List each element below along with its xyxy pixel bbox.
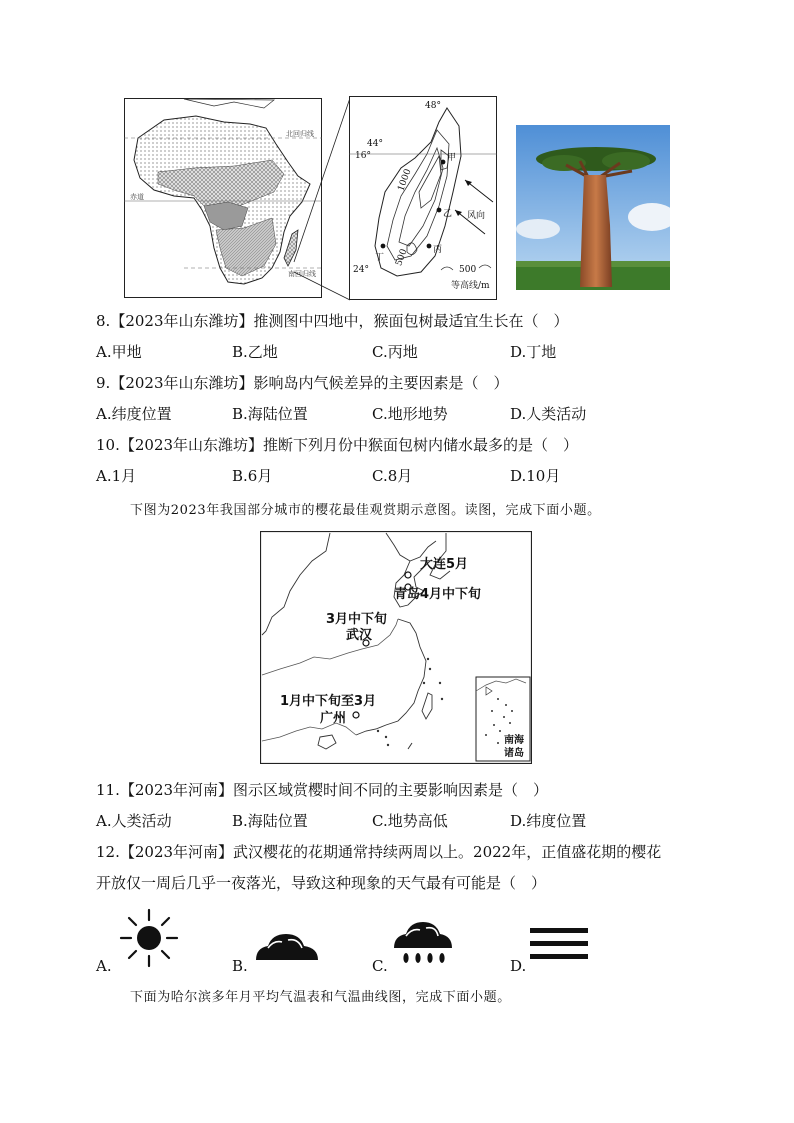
intro-text-1: 下图为2023年我国部分城市的樱花最佳观赏期示意图。读图，完成下面小题。 — [130, 503, 601, 518]
q8-option-c[interactable]: C.丙地 — [372, 343, 418, 361]
question-number: 9. — [96, 374, 111, 392]
guangzhou-label: 广州 — [320, 711, 347, 726]
nanhai-label-1: 南海 — [504, 735, 524, 746]
wind-label: 风向 — [467, 211, 486, 221]
q12-option-b[interactable]: B. — [232, 957, 248, 975]
q10-option-b[interactable]: B.6月 — [232, 467, 273, 485]
nanhai-label-2: 诸岛 — [504, 748, 524, 759]
q9-option-a[interactable]: A.纬度位置 — [96, 405, 172, 423]
question-text-line-1: 【2023年河南】武汉樱花的花期通常持续两周以上。2022年，正值盛花期的樱花 — [119, 843, 662, 861]
q9-option-c[interactable]: C.地形地势 — [372, 405, 448, 423]
site-ding: 丁 — [375, 253, 385, 263]
lon44-label: 44° — [367, 139, 383, 149]
q11-option-b[interactable]: B.海陆位置 — [232, 812, 308, 830]
question-12-line-2: 开放仅一周后几乎一夜落光，导致这种现象的天气最有可能是（ ） — [96, 874, 547, 892]
question-number: 12. — [96, 843, 120, 861]
guangzhou-time-label: 1月中下旬至3月 — [280, 694, 377, 709]
question-text: 【2023年山东潍坊】推断下列月份中猴面包树内储水最多的是（ ） — [119, 436, 579, 454]
wuhan-time-label: 3月中下旬 — [326, 612, 388, 627]
question-12 — [96, 842, 661, 862]
question-text: 【2023年山东潍坊】推测图中四地中，猴面包树最适宜生长在（ ） — [110, 312, 569, 330]
question-text: 【2023年山东潍坊】影响岛内气候差异的主要因素是（ ） — [110, 374, 509, 392]
intro-text-2: 下面为哈尔滨多年月平均气温表和气温曲线图，完成下面小题。 — [130, 990, 511, 1005]
lat48-label: 48° — [425, 101, 441, 111]
sunny-icon[interactable] — [118, 908, 180, 968]
site-bing: 丙 — [433, 245, 443, 255]
q9-option-d[interactable]: D.人类活动 — [510, 405, 587, 423]
baobab-tree-photo — [516, 125, 670, 290]
wuhan-label: 武汉 — [346, 628, 373, 643]
question-8 — [96, 311, 569, 331]
equator-label: 赤道 — [130, 193, 144, 201]
rain-icon[interactable] — [392, 918, 454, 968]
q10-option-c[interactable]: C.8月 — [372, 467, 413, 485]
site-jia: 甲 — [447, 153, 457, 163]
question-number: 11. — [96, 781, 120, 799]
q12-option-a[interactable]: A. — [96, 957, 112, 975]
question-number: 10. — [96, 436, 120, 454]
lat24-label: 24° — [353, 265, 369, 275]
q8-option-d[interactable]: D.丁地 — [510, 343, 557, 361]
fog-icon[interactable] — [530, 926, 588, 962]
q11-option-a[interactable]: A.人类活动 — [96, 812, 172, 830]
question-9 — [96, 373, 509, 393]
q10-option-d[interactable]: D.10月 — [510, 467, 561, 485]
tropic-north-label: 北回归线 — [286, 130, 314, 138]
tropic-south-label: 南回归线 — [288, 270, 316, 278]
question-text: 【2023年河南】图示区域赏樱时间不同的主要影响因素是（ ） — [119, 781, 549, 799]
site-yi: 乙 — [443, 209, 453, 219]
q9-option-b[interactable]: B.海陆位置 — [232, 405, 308, 423]
q12-option-c[interactable]: C. — [372, 957, 388, 975]
q12-option-d[interactable]: D. — [510, 957, 527, 975]
question-10 — [96, 435, 578, 455]
q10-option-a[interactable]: A.1月 — [96, 467, 137, 485]
question-number: 8. — [96, 312, 111, 330]
q8-option-a[interactable]: A.甲地 — [96, 343, 142, 361]
contour-500-label-a: 500 — [394, 247, 410, 268]
dalian-label: 大连5月 — [420, 557, 469, 572]
madagascar-contour-map — [349, 96, 497, 300]
contour-1000-label: 1000 — [396, 167, 414, 193]
lat16-label: 16° — [355, 151, 371, 161]
q11-option-d[interactable]: D.纬度位置 — [510, 812, 587, 830]
contour-500-label-b: 500 — [459, 265, 477, 275]
contour-legend: 等高线/m — [451, 281, 490, 291]
q11-option-c[interactable]: C.地势高低 — [372, 812, 448, 830]
q8-option-b[interactable]: B.乙地 — [232, 343, 278, 361]
cloudy-icon[interactable] — [254, 930, 320, 962]
qingdao-label: 青岛4月中下旬 — [394, 587, 482, 602]
zoom-connector — [290, 96, 354, 302]
question-11 — [96, 780, 548, 800]
china-cherry-blossom-map — [260, 531, 532, 764]
